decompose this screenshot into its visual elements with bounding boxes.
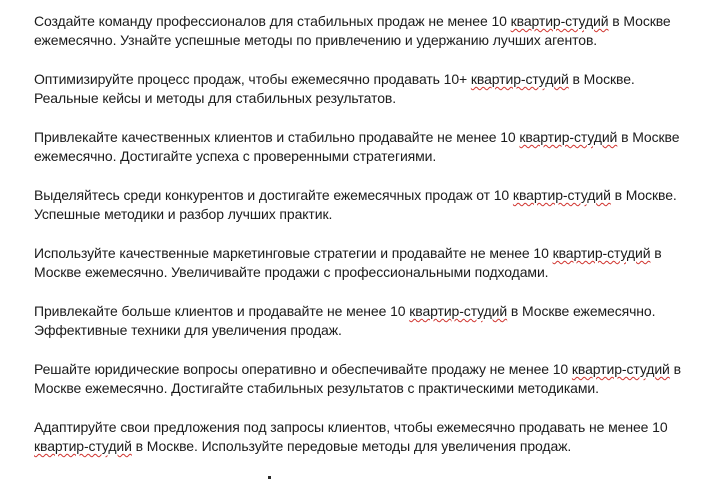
paragraph-text: Решайте юридические вопросы оперативно и обеспечивайте продажу не менее 10 — [34, 361, 572, 377]
paragraph-text: в Москве. Реальные кейсы и методы для стабильных результатов. — [34, 71, 635, 106]
paragraph-text: в Москве ежемесячно. Достигайте успеха с проверенными стратегиями. — [34, 129, 680, 164]
spellcheck-flagged-word[interactable]: квартир-студий — [470, 71, 569, 87]
paragraph-text: в Москве ежемесячно. Достигайте стабильных результатов с практическими методиками. — [34, 361, 681, 396]
paragraph-text: Выделяйтесь среди конкурентов и достигайте ежемесячных продаж от 10 — [34, 187, 513, 203]
paragraph-text: в Москве. Успешные методики и разбор лучших практик. — [34, 187, 677, 222]
stray-mark — [268, 476, 271, 479]
paragraph-text: в Москве ежемесячно. Эффективные техники для увеличения продаж. — [34, 303, 656, 338]
paragraph-text: Привлекайте больше клиентов и продавайте не менее 10 — [34, 303, 410, 319]
spellcheck-flagged-word[interactable]: квартир-студий — [571, 361, 670, 377]
paragraph-text: Создайте команду профессионалов для стабильных продаж не менее 10 — [34, 13, 511, 29]
paragraph-3[interactable] — [34, 128, 702, 166]
spellcheck-flagged-word[interactable]: квартир-студий — [409, 303, 508, 319]
spellcheck-flagged-word[interactable]: квартир-студий — [552, 245, 651, 261]
paragraph-6[interactable] — [34, 302, 702, 340]
paragraph-text: Привлекайте качественных клиентов и стабильно продавайте не менее 10 — [34, 129, 520, 145]
paragraph-text: в Москве ежемесячно. Узнайте успешные методы по привлечению и удержанию лучших агентов. — [34, 13, 671, 48]
paragraph-8[interactable] — [34, 418, 702, 456]
paragraph-text: в Москве. Используйте передовые методы для увеличения продаж. — [131, 438, 572, 454]
spellcheck-flagged-word[interactable]: квартир-студий — [512, 187, 611, 203]
paragraph-5[interactable] — [34, 244, 702, 282]
paragraph-4[interactable] — [34, 186, 702, 224]
paragraph-7[interactable] — [34, 360, 702, 398]
spellcheck-flagged-word[interactable]: квартир-студий — [519, 129, 618, 145]
spellcheck-flagged-word[interactable]: квартир-студий — [510, 13, 609, 29]
paragraph-2[interactable] — [34, 70, 702, 108]
paragraph-text: Используйте качественные маркетинговые стратегии и продавайте не менее 10 — [34, 245, 553, 261]
paragraph-text: Оптимизируйте процесс продаж, чтобы ежемесячно продавать 10+ — [34, 71, 471, 87]
paragraph-text: в Москве ежемесячно. Увеличивайте продажи с профессиональными подходами. — [34, 245, 662, 280]
paragraph-text: Адаптируйте свои предложения под запросы клиентов, чтобы ежемесячно продавать не менее 10 — [34, 419, 668, 435]
paragraph-1[interactable] — [34, 12, 702, 50]
spellcheck-flagged-word[interactable]: квартир-студий — [34, 438, 132, 454]
